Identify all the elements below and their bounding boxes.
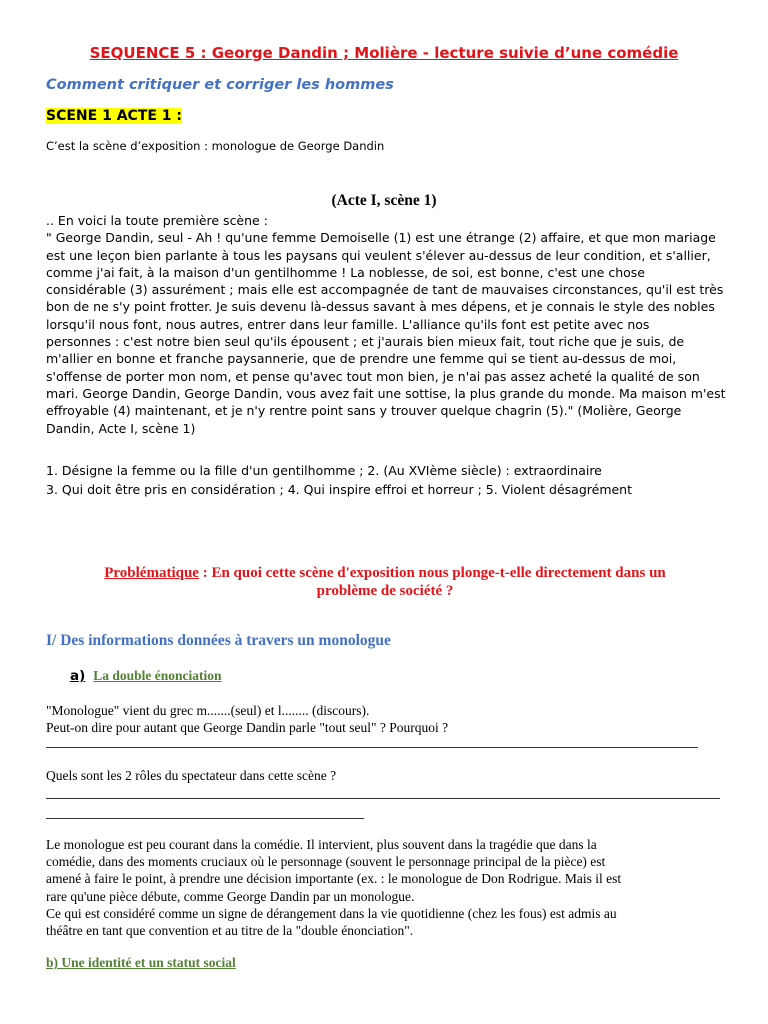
- text-line: lorsqu'il nous font, nous autres, entrer dans leur famille. L'alliance qu'ils font est petite avec nos: [46, 316, 650, 332]
- spectator-question: Quels sont les 2 rôles du spectateur dans cette scène ?: [46, 768, 337, 783]
- paragraph-line: comédie, dans des moments cruciaux où le personnage (souvent le personnage principal de la pièce) est: [46, 854, 606, 870]
- monologue-question: [46, 702, 726, 736]
- text-line: est une leçon bien parlante à tous les paysans qui veulent s'élever au-dessus de leur condition, et s'allier,: [46, 247, 711, 263]
- sequence-title: SEQUENCE 5 : George Dandin ; Molière - lecture suivie d’une comédie: [89, 44, 679, 62]
- monologue-paragraph: [46, 836, 726, 939]
- paragraph-line: Le monologue est peu courant dans la comédie. Il intervient, plus souvent dans la tragédie que dans la: [46, 837, 597, 852]
- question-line: Peut-on dire pour autant que George Dandin parle "tout seul" ? Pourquoi ?: [46, 720, 449, 735]
- problematique: Problématique : En quoi cette scène d'exposition nous plonge-t-elle directement dans un problème de société ?: [60, 564, 710, 600]
- text-line: bon de ne s'y point frotter. Je suis devenu là-dessus savant à mes dépens, et je connais le style des nobles: [46, 299, 715, 315]
- text-line: mari. George Dandin, George Dandin, vous avez fait une sottise, la plus grande du monde. Ma maison m'est: [46, 385, 726, 401]
- text-line: considérable (3) assurément ; mais elle est accompagnée de tant de mauvaises circonstances, qu'il est très: [46, 282, 724, 298]
- answer-line: [46, 818, 364, 819]
- monologue-text: [46, 212, 726, 437]
- subsection-a-letter: a): [70, 668, 86, 684]
- text-line: " George Dandin, seul - Ah ! qu'une femme Demoiselle (1) est une étrange (2) affaire, et que mon mariage: [46, 230, 716, 246]
- problematique-label: Problématique: [104, 565, 199, 581]
- paragraph-line: Ce qui est considéré comme un signe de dérangement dans la vie quotidienne (chez les fous) est admis au: [46, 905, 617, 921]
- paragraph-line: rare qu'une pièce débute, comme George Dandin par un monologue.: [46, 888, 415, 904]
- answer-line: [46, 747, 698, 748]
- text-line: effroyable (4) maintenant, et je n'y rentre point sans y trouver quelque chagrin (5)." (Molière, George: [46, 403, 682, 419]
- text-line: Dandin, Acte I, scène 1): [46, 420, 196, 436]
- answer-line: [46, 798, 720, 799]
- text-line: s'offense de porter mon nom, et pense qu'avec tout mon bien, je n'ai pas assez acheté la qualité de son: [46, 368, 700, 384]
- note-line: 1. Désigne la femme ou la fille d'un gentilhomme ; 2. (Au XVIème siècle) : extraordinaire: [46, 463, 602, 478]
- exposition-line: C’est la scène d’exposition : monologue de George Dandin: [46, 139, 385, 153]
- paragraph-line: amené à faire le point, à prendre une décision importante (ex. : le monologue de Don Rodrigue. Mais il est: [46, 871, 622, 887]
- acte-heading: (Acte I, scène 1): [331, 192, 437, 209]
- note-line: 3. Qui doit être pris en considération ; 4. Qui inspire effroi et horreur ; 5. Violent désagrément: [46, 482, 633, 497]
- scene-label: SCENE 1 ACTE 1 :: [46, 108, 183, 124]
- subsection-a-title: La double énonciation: [93, 668, 222, 683]
- footnotes: [46, 461, 726, 499]
- section-heading: I/ Des informations données à travers un monologue: [46, 632, 391, 649]
- text-line: .. En voici la toute première scène :: [46, 213, 268, 228]
- scene-heading: [46, 108, 726, 124]
- sequence-subtitle: Comment critiquer et corriger les hommes: [46, 77, 394, 93]
- problematique-line2: problème de société ?: [316, 583, 454, 599]
- question-line: "Monologue" vient du grec m.......(seul) et l........ (discours).: [46, 703, 370, 718]
- text-line: m'allier en bonne et franche paysannerie, que de prendre une femme qui se tient au-dessus de moi,: [46, 351, 677, 367]
- subsection-a: [70, 668, 750, 684]
- text-line: personnes : c'est notre bien seul qu'ils épousent ; et j'aurais bien mieux fait, tout riche que je suis, de: [46, 334, 685, 350]
- paragraph-line: théâtre en tant que convention et au titre de la "double énonciation".: [46, 923, 414, 939]
- subsection-b-title: b) Une identité et un statut social: [46, 955, 236, 970]
- text-line: comme j'ai fait, à la maison d'un gentilhomme ! La noblesse, de soi, est bonne, c'est une chose: [46, 264, 645, 280]
